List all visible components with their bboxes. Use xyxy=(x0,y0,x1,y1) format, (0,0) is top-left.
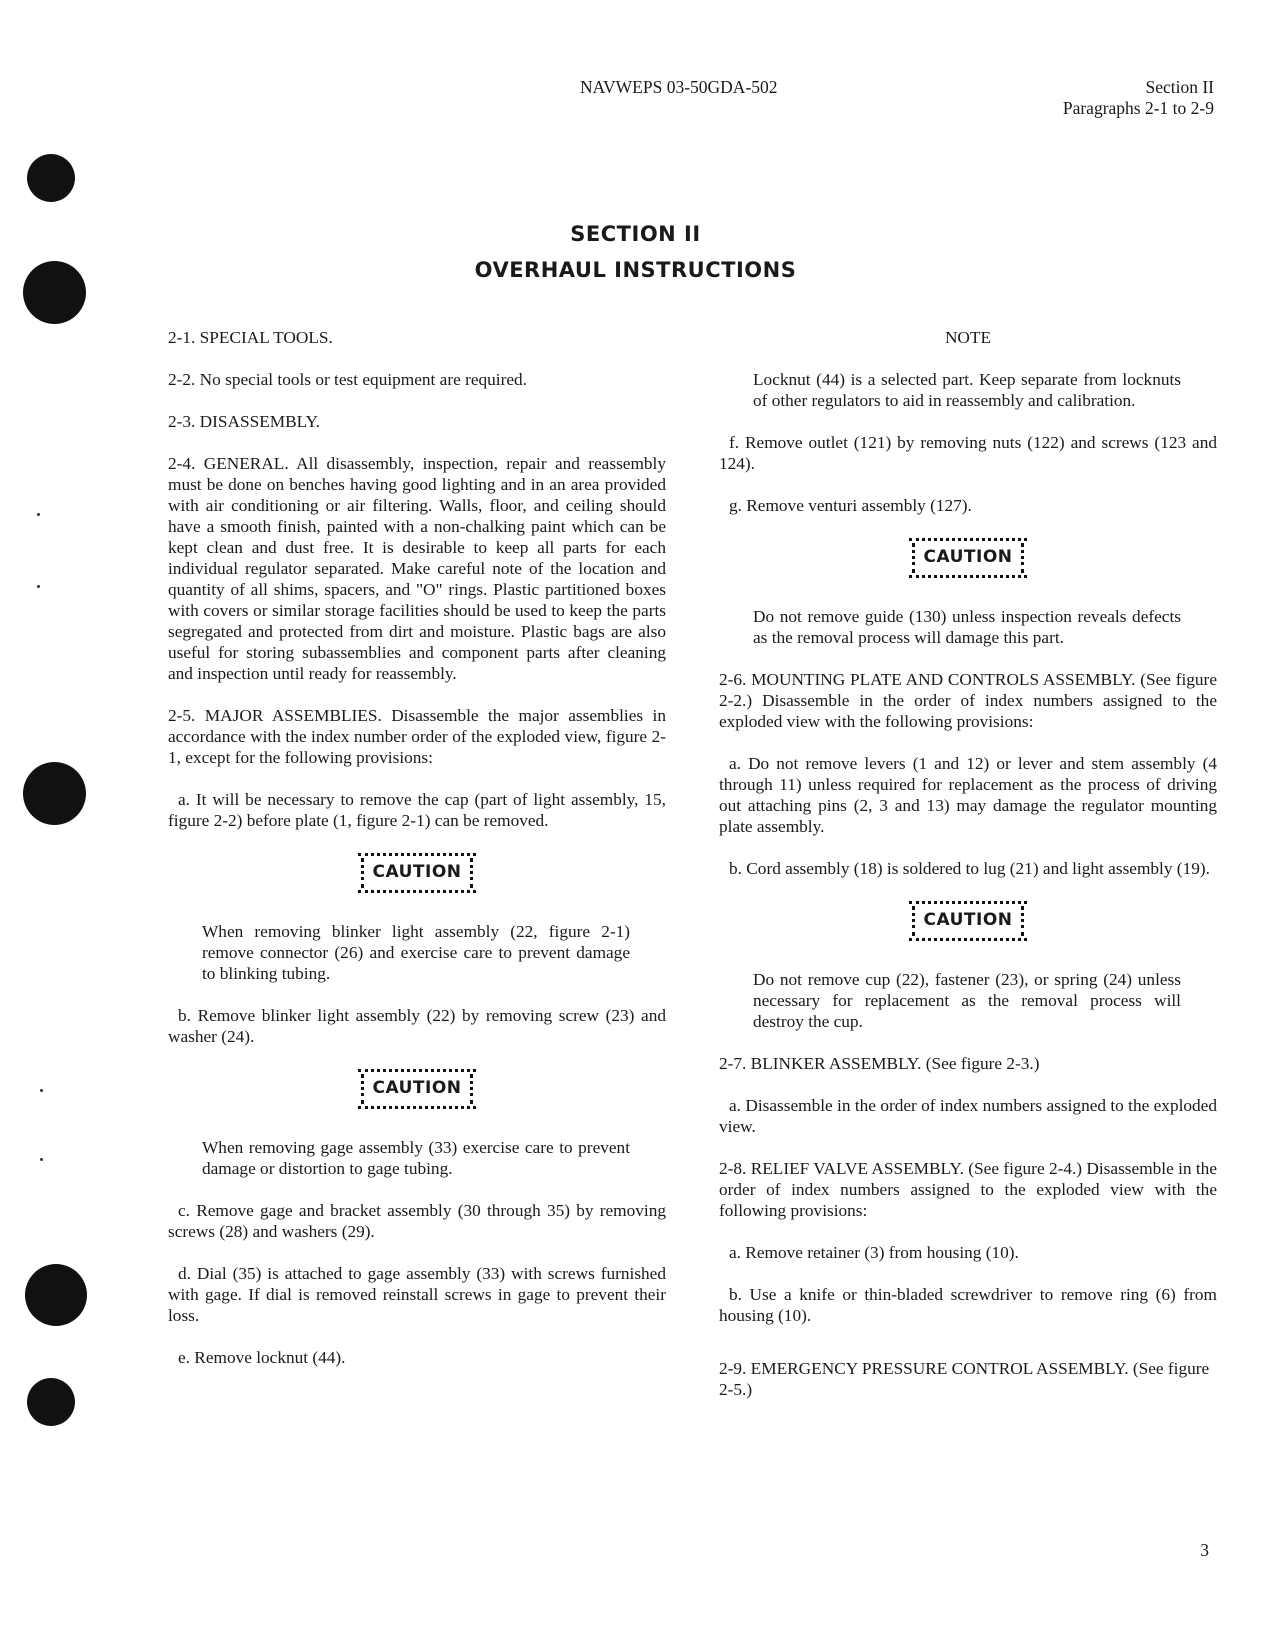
caution-label: CAUTION xyxy=(909,538,1026,578)
paragraph-2-8: 2-8. RELIEF VALVE ASSEMBLY. (See figure 2-4.) Disassemble in the order of index numbers assigned to the exploded view with the following provisions: xyxy=(719,1159,1217,1220)
paragraph-2-8-a: a. Remove retainer (3) from housing (10). xyxy=(729,1243,1019,1262)
paragraph-2-8-b: b. Use a knife or thin-bladed screwdriver to remove ring (6) from housing (10). xyxy=(719,1285,1217,1325)
paragraph-2-5-b: b. Remove blinker light assembly (22) by removing screw (23) and washer (24). xyxy=(168,1006,666,1046)
paragraph-2-6-b: b. Cord assembly (18) is soldered to lug (21) and light assembly (19). xyxy=(729,859,1210,878)
margin-speck xyxy=(37,513,40,516)
paragraph-2-2: 2-2. No special tools or test equipment are required. xyxy=(168,370,527,389)
page-number: 3 xyxy=(1200,1540,1209,1560)
caution-box-3 xyxy=(719,538,1217,578)
paragraphs-label: Paragraphs 2-1 to 2-9 xyxy=(1062,98,1214,118)
caution-text-2: When removing gage assembly (33) exercise care to prevent damage or distortion to gage tubing. xyxy=(202,1138,630,1178)
paragraph-2-6: 2-6. MOUNTING PLATE AND CONTROLS ASSEMBLY. (See figure 2-2.) Disassemble in the order of index numbers assigned to the exploded view with the following provisions: xyxy=(719,670,1217,731)
section-reference xyxy=(1063,77,1214,119)
section-title: SECTION II xyxy=(570,222,701,246)
paragraph-2-5-g: g. Remove venturi assembly (127). xyxy=(729,496,972,515)
caution-text-4: Do not remove cup (22), fastener (23), or spring (24) unless necessary for replacement as the removal process will destroy the cup. xyxy=(753,970,1181,1031)
paragraph-2-6-a: a. Do not remove levers (1 and 12) or lever and stem assembly (4 through 11) unless required for replacement as the process of driving out attaching pins (2, 3 and 13) may damage the regulator mounting plate assembly. xyxy=(719,754,1217,836)
section-subtitle: OVERHAUL INSTRUCTIONS xyxy=(474,258,797,282)
margin-speck xyxy=(37,585,40,588)
margin-speck xyxy=(40,1089,43,1092)
left-column xyxy=(168,327,666,1368)
margin-speck xyxy=(40,1158,43,1161)
paragraph-2-9: 2-9. EMERGENCY PRESSURE CONTROL ASSEMBLY. (See figure 2-5.) xyxy=(719,1359,1210,1399)
note-heading: NOTE xyxy=(944,328,992,347)
paragraph-2-5-c: c. Remove gage and bracket assembly (30 through 35) by removing screws (28) and washers (29). xyxy=(168,1201,666,1241)
paragraph-2-5: 2-5. MAJOR ASSEMBLIES. Disassemble the major assemblies in accordance with the index number order of the exploded view, figure 2-1, except for the following provisions: xyxy=(168,706,666,767)
paragraph-2-7-a: a. Disassemble in the order of index numbers assigned to the exploded view. xyxy=(719,1096,1217,1136)
right-column xyxy=(719,327,1217,1400)
paragraph-2-7: 2-7. BLINKER ASSEMBLY. (See figure 2-3.) xyxy=(719,1054,1040,1073)
binder-hole-1 xyxy=(27,154,75,202)
binder-hole-5 xyxy=(27,1378,75,1426)
caution-label: CAUTION xyxy=(909,901,1026,941)
caution-box-4 xyxy=(719,901,1217,941)
caution-text-1: When removing blinker light assembly (22, figure 2-1) remove connector (26) and exercise care to prevent damage to blinking tubing. xyxy=(202,922,630,983)
binder-hole-4 xyxy=(25,1264,87,1326)
binder-hole-3 xyxy=(23,762,86,825)
caution-text-3: Do not remove guide (130) unless inspection reveals defects as the removal process will damage this part. xyxy=(753,607,1181,647)
section-label: Section II xyxy=(1145,77,1214,97)
paragraph-2-5-d: d. Dial (35) is attached to gage assembly (33) with screws furnished with gage. If dial is removed reinstall screws in gage to prevent their loss. xyxy=(168,1264,666,1325)
caution-label: CAUTION xyxy=(358,1069,475,1109)
paragraph-2-5-f: f. Remove outlet (121) by removing nuts (122) and screws (123 and 124). xyxy=(719,433,1217,473)
note-text: Locknut (44) is a selected part. Keep separate from locknuts of other regulators to aid in reassembly and calibration. xyxy=(753,370,1181,410)
caution-label: CAUTION xyxy=(358,853,475,893)
paragraph-2-3: 2-3. DISASSEMBLY. xyxy=(168,412,321,431)
caution-box-1 xyxy=(168,853,666,893)
paragraph-2-5-a: a. It will be necessary to remove the cap (part of light assembly, 15, figure 2-2) before plate (1, figure 2-1) can be removed. xyxy=(168,790,666,830)
paragraph-2-5-e: e. Remove locknut (44). xyxy=(178,1348,346,1367)
caution-box-2 xyxy=(168,1069,666,1109)
paragraph-2-4: 2-4. GENERAL. All disassembly, inspection, repair and reassembly must be done on benches having good lighting and in an area provided with air conditioning or air filtering. Walls, floor, and ceiling should have a smooth finish, painted with a non-chalking paint which can be kept clean and dust free. It is desirable to keep all parts for each individual regulator separated. Make careful note of the location and quantity of all shims, spacers, and "O" rings. Plastic partitioned boxes with covers or similar storage facilities should be used to keep the parts segregated and protected from dirt and moisture. Plastic bags are also useful for storing subassemblies and component parts after cleaning and inspection until ready for reassembly. xyxy=(168,454,666,683)
paragraph-2-1: 2-1. SPECIAL TOOLS. xyxy=(168,328,333,347)
document-number: NAVWEPS 03-50GDA-502 xyxy=(580,77,778,97)
